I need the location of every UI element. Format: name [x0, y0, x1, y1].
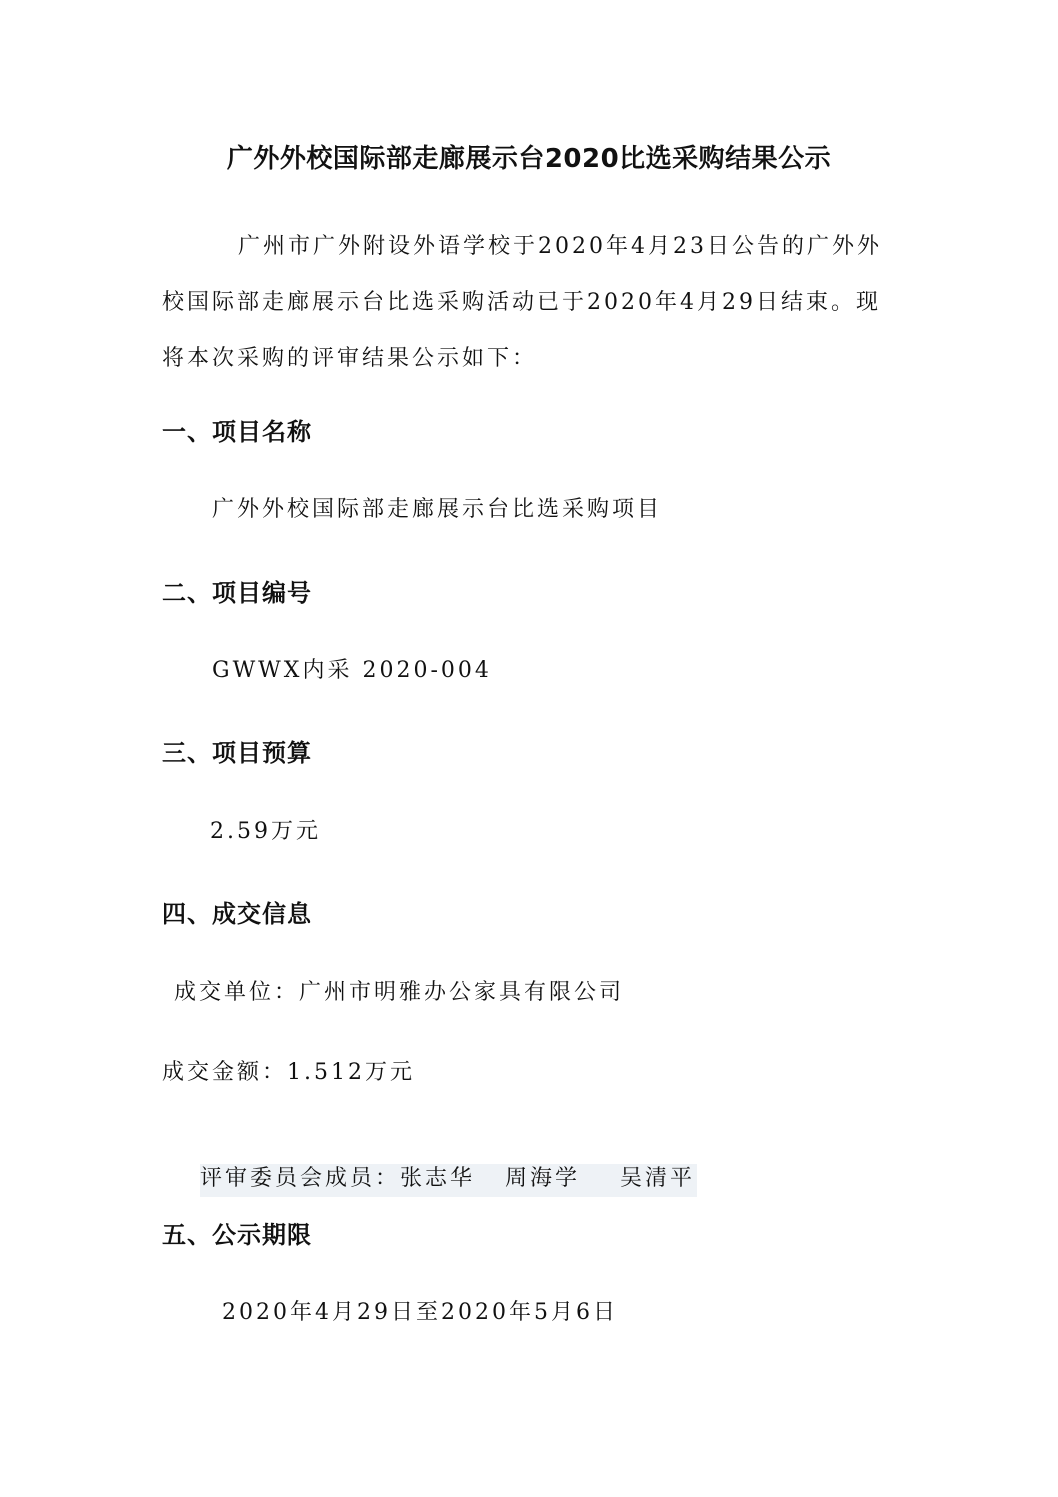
section-heading-project-name: 一、项目名称	[162, 418, 312, 446]
section-heading-notice-period: 五、公示期限	[162, 1221, 312, 1249]
deal-amount-line: 成交金额：1.512万元	[162, 1060, 415, 1085]
committee-members-text: 评审委员会成员：张志华 周海学 吴清平	[200, 1164, 697, 1197]
section-heading-project-budget: 三、项目预算	[162, 739, 312, 767]
project-number-value: GWWX内采 2020-004	[212, 658, 492, 683]
intro-paragraph: 广州市广外附设外语学校于2020年4月23日公告的广外外校国际部走廊展示台比选采购活动已于2020年4月29日结束。现将本次采购的评审结果公示如下：	[162, 234, 882, 371]
section-heading-project-number: 二、项目编号	[162, 579, 312, 607]
winning-bidder-line: 成交单位：广州市明雅办公家具有限公司	[174, 980, 625, 1005]
section-heading-deal-info: 四、成交信息	[162, 900, 312, 928]
project-budget-value: 2.59万元	[210, 819, 321, 844]
project-name-value: 广外外校国际部走廊展示台比选采购项目	[212, 497, 663, 522]
document-title: 广外外校国际部走廊展示台2020比选采购结果公示	[226, 144, 832, 174]
committee-members-line	[160, 1136, 697, 1217]
notice-period-value: 2020年4月29日至2020年5月6日	[222, 1300, 618, 1325]
